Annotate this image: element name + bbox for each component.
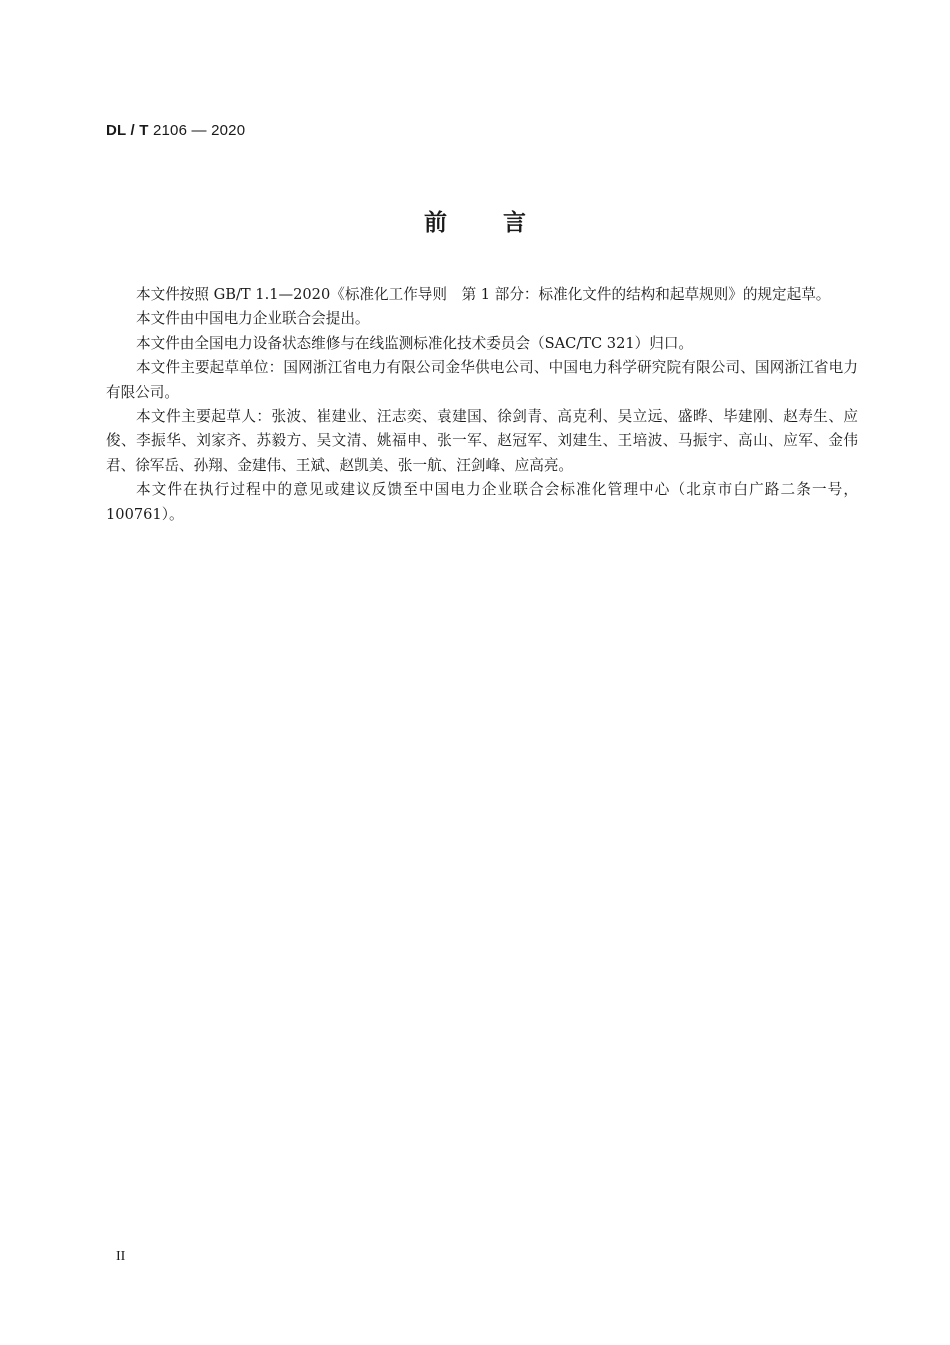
document-code-number: 2106 — 2020 bbox=[148, 122, 246, 139]
paragraph-drafting-rules: 本文件按照 GB/T 1.1—2020《标准化工作导则 第 1 部分：标准化文件的结构和起草规则》的规定起草。 bbox=[136, 286, 831, 303]
section-title: 前言 bbox=[424, 210, 582, 236]
paragraph-drafting-units: 本文件主要起草单位：国网浙江省电力有限公司金华供电公司、中国电力科学研究院有限公司、国网浙江省电力有限公司。 bbox=[106, 359, 858, 401]
foreword-body bbox=[106, 283, 858, 527]
document-code-prefix: DL / T bbox=[106, 122, 149, 139]
paragraph-drafters: 本文件主要起草人：张波、崔建业、汪志奕、袁建国、徐剑青、高克利、吴立远、盛晔、毕建刚、赵寿生、应俊、李振华、刘家齐、苏毅方、吴文清、姚福申、张一军、赵冠军、刘建生、王培波、马振宇、高山、应军、金伟君、徐军岳、孙翔、金建伟、王斌、赵凯美、张一航、汪剑峰、应高亮。 bbox=[106, 408, 858, 474]
paragraph-committee: 本文件由全国电力设备状态维修与在线监测标准化技术委员会（SAC/TC 321）归口。 bbox=[136, 334, 694, 352]
document-code bbox=[106, 122, 245, 139]
page-number: II bbox=[116, 1249, 126, 1264]
paragraph-feedback: 本文件在执行过程中的意见或建议反馈至中国电力企业联合会标准化管理中心（北京市白广路二条一号，100761）。 bbox=[106, 481, 858, 523]
paragraph-proposer: 本文件由中国电力企业联合会提出。 bbox=[136, 310, 370, 328]
